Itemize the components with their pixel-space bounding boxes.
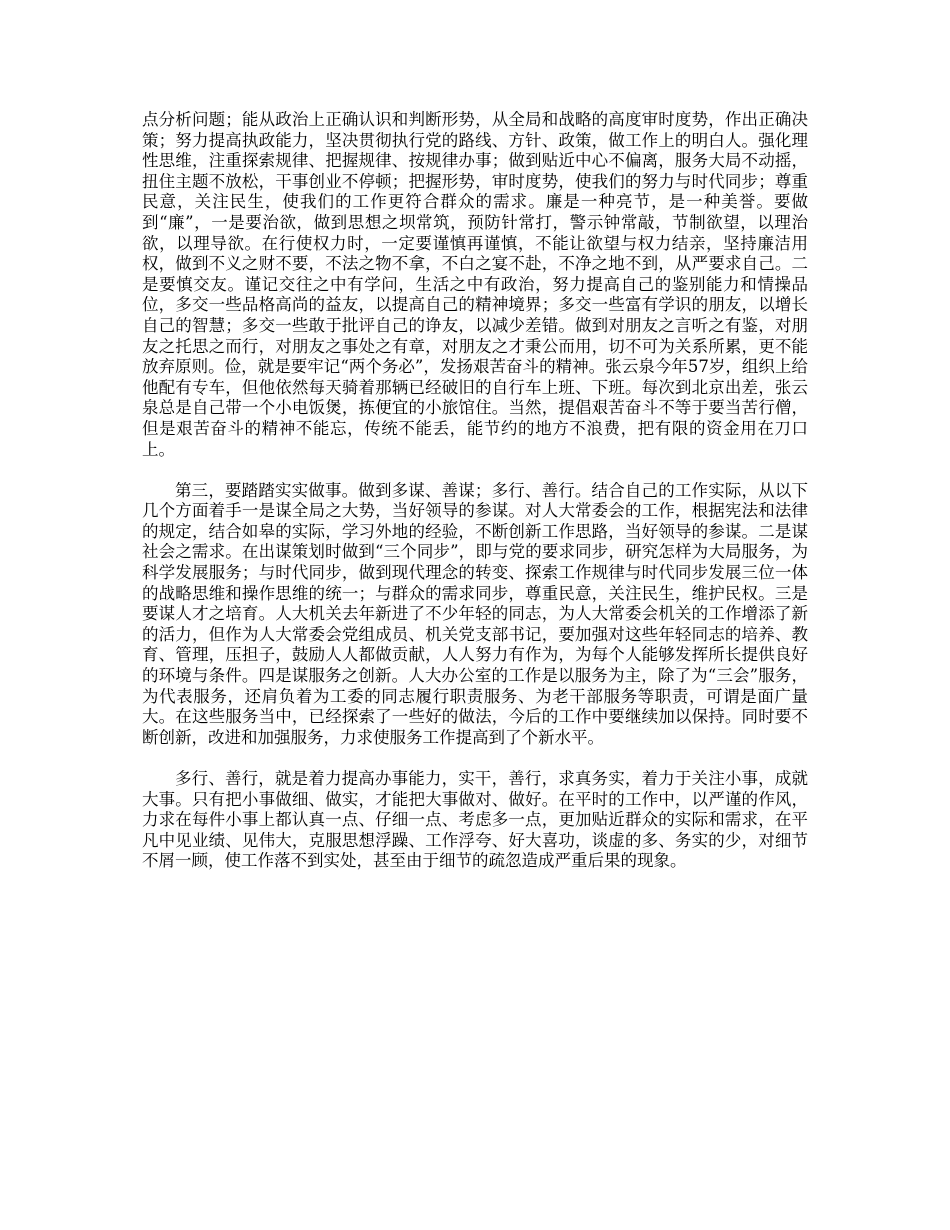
paragraph-2: 第三，要踏踏实实做事。做到多谋、善谋；多行、善行。结合自己的工作实际，从以下几个方面着手一是谋全局之大势，当好领导的参谋。对人大常委会的工作，根据宪法和法律的规定，结合如皋的实际，学习外地的经验，不断创新工作思路，当好领导的参谋。二是谋社会之需求。在出谋策划时做到“三个同步”，即与党的要求同步，研究怎样为大局服务，为科学发展服务；与时代同步，做到现代理念的转变、探索工作规律与时代同步发展三位一体的战略思维和操作思维的统一；与群众的需求同步，尊重民意，关注民生，维护民权。三是要谋人才之培育。人大机关去年新进了不少年轻的同志，为人大常委会机关的工作增添了新的活力，但作为人大常委会党组成员、机关党支部书记，要加强对这些年轻同志的培养、教育、管理，压担子，鼓励人人都做贡献，人人努力有作为，为每个人能够发挥所长提供良好的环境与条件。四是谋服务之创新。人大办公室的工作是以服务为主，除了为“三会”服务，为代表服务，还肩负着为工委的同志履行职责服务、为老干部服务等职责，可谓是面广量大。在这些服务当中，已经探索了一些好的做法，今后的工作中要继续加以保持。同时要不断创新，改进和加强服务，力求使服务工作提高到了个新水平。 [142, 480, 808, 747]
paragraph-1: 点分析问题；能从政治上正确认识和判断形势，从全局和战略的高度审时度势，作出正确决策；努力提高执政能力，坚决贯彻执行党的路线、方针、政策，做工作上的明白人。强化理性思维，注重探索规律、把握规律、按规律办事；做到贴近中心不偏离，服务大局不动摇，扭住主题不放松，干事创业不停顿；把握形势，审时度势，使我们的努力与时代同步；尊重民意，关注民生，使我们的工作更符合群众的需求。廉是一种亮节，是一种美誉。要做到“廉”，一是要治欲，做到思想之坝常筑，预防针常打，警示钟常敲，节制欲望，以理治欲，以理导欲。在行使权力时，一定要谨慎再谨慎，不能让欲望与权力结亲，坚持廉洁用权，做到不义之财不要，不法之物不拿，不白之宴不赴，不净之地不到，从严要求自己。二是要慎交友。谨记交往之中有学问，生活之中有政治，努力提高自己的鉴别能力和情操品位，多交一些品格高尚的益友，以提高自己的精神境界；多交一些富有学识的朋友，以增长自己的智慧；多交一些敢于批评自己的诤友，以减少差错。做到对朋友之言听之有鉴，对朋友之托思之而行，对朋友之事处之有章，对朋友之才秉公而用，切不可为关系所累，更不能放弃原则。俭，就是要牢记“两个务必”，发扬艰苦奋斗的精神。张云泉今年57岁，组织上给他配有专车，但他依然每天骑着那辆已经破旧的自行车上班、下班。每次到北京出差，张云泉总是自己带一个小电饭煲，拣便宜的小旅馆住。当然，提倡艰苦奋斗不等于要当苦行僧，但是艰苦奋斗的精神不能忘，传统不能丢，能节约的地方不浪费，把有限的资金用在刀口上。 [142, 110, 808, 459]
document-body [142, 110, 808, 872]
paragraph-gap [142, 460, 808, 481]
paragraph-gap [142, 748, 808, 769]
paragraph-3: 多行、善行，就是着力提高办事能力，实干，善行，求真务实，着力于关注小事，成就大事。只有把小事做细、做实，才能把大事做对、做好。在平时的工作中，以严谨的作风，力求在每件小事上都认真一点、仔细一点、考虑多一点，更加贴近群众的实际和需求，在平凡中见业绩、见伟大，克服思想浮躁、工作浮夸、好大喜功，谈虚的多、务实的少，对细节不屑一顾，使工作落不到实处，甚至由于细节的疏忽造成严重后果的现象。 [142, 769, 808, 871]
